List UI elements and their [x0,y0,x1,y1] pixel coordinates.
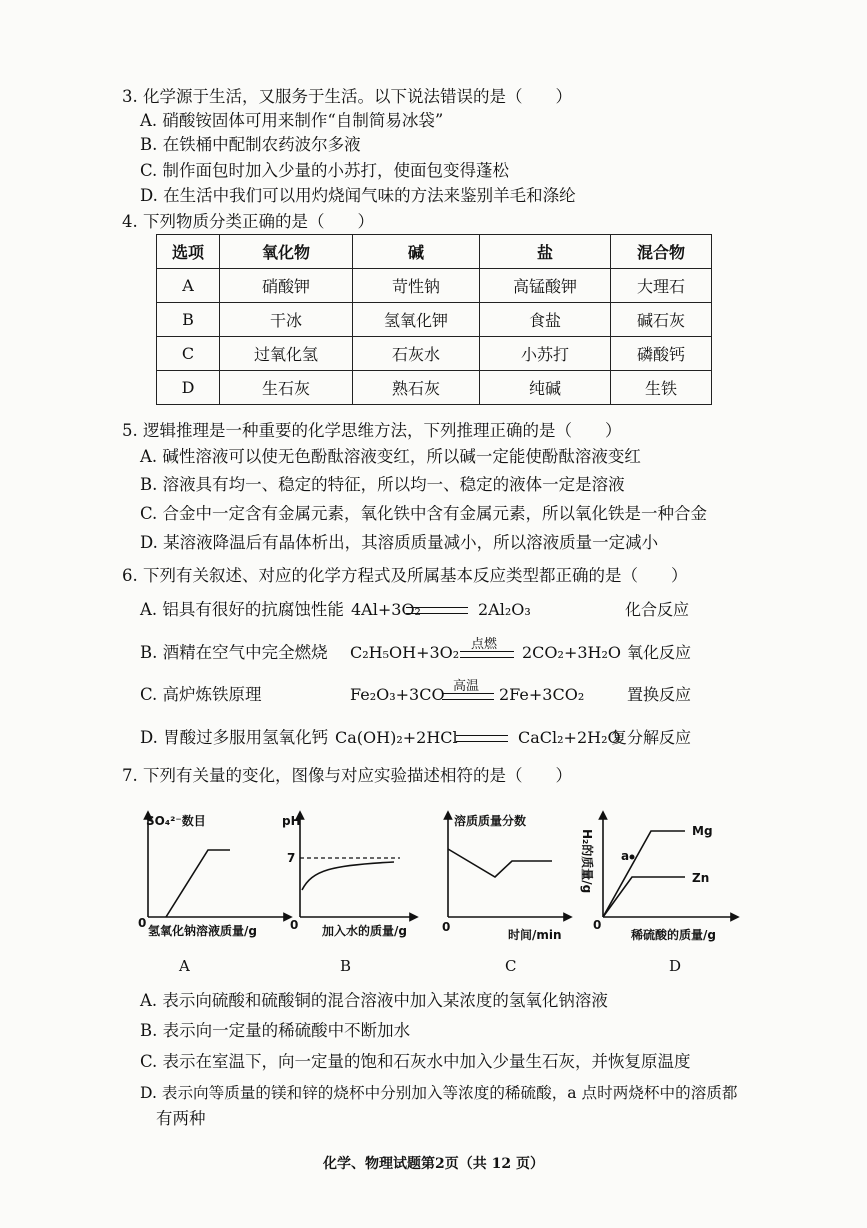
classification-table [156,234,712,405]
table-row [157,269,712,303]
table-header-row [157,235,712,269]
q6-a-type: 化合反应 [625,600,690,619]
table-cell: B [157,303,220,337]
table-cell: 小苏打 [480,337,611,371]
table-cell: 生铁 [611,371,712,405]
q6-d-equals [456,735,508,742]
q5-option-b: B. 溶液具有均一、稳定的特征，所以均一、稳定的液体一定是溶液 [140,475,625,494]
table-cell: 氢氧化钾 [353,303,480,337]
q5-option-a: A. 碱性溶液可以使无色酚酞溶液变红，所以碱一定能使酚酞溶液变红 [140,447,641,466]
table-cell: 熟石灰 [353,371,480,405]
table-cell: 干冰 [220,303,353,337]
q6-d-lhs: Ca(OH)₂+2HCl [335,728,458,747]
q3-option-a: A. 硝酸铵固体可用来制作“自制简易冰袋” [140,111,444,130]
q6-a-rhs: 2Al₂O₃ [478,600,531,619]
point-a-marker [630,855,635,860]
table-cell: 磷酸钙 [611,337,712,371]
table-cell: 碱石灰 [611,303,712,337]
q6-option-d-desc: D. 胃酸过多服用氢氧化钙 [140,728,329,747]
table-cell: 石灰水 [353,337,480,371]
table-cell: 生石灰 [220,371,353,405]
q6-d-rhs: CaCl₂+2H₂O [518,728,621,747]
table-row [157,303,712,337]
graph-a-letter: A [179,957,190,975]
q5-option-c: C. 合金中一定含有金属元素，氧化铁中含有金属元素，所以氧化铁是一种合金 [140,504,708,523]
q6-option-b-desc: B. 酒精在空气中完全燃烧 [140,643,328,662]
table-cell: 过氧化氢 [220,337,353,371]
graph-d-origin: 0 [593,918,602,932]
table-header-cell: 碱 [353,235,480,269]
curve-c [448,849,552,877]
q5-stem: 5. 逻辑推理是一种重要的化学思维方法，下列推理正确的是（ ） [122,421,622,440]
graph-b-xlabel: 加入水的质量/g [322,924,407,938]
curve-zn [603,877,685,917]
q3-stem: 3. 化学源于生活，又服务于生活。以下说法错误的是（ ） [122,87,572,106]
table-cell: 纯碱 [480,371,611,405]
graph-c [440,805,575,945]
q6-option-a-desc: A. 铝具有很好的抗腐蚀性能 [140,600,344,619]
q7-stem: 7. 下列有关量的变化，图像与对应实验描述相符的是（ ） [122,766,572,785]
graph-c-ylabel: 溶质质量分数 [454,814,527,828]
graph-a-origin: 0 [138,916,147,930]
q4-stem: 4. 下列物质分类正确的是（ ） [122,212,374,231]
curve-b [302,862,394,890]
table-cell: 高锰酸钾 [480,269,611,303]
graph-b-letter: B [340,957,352,975]
q7-option-d-cont: 有两种 [156,1109,206,1128]
q6-a-lhs: 4Al+3O₂ [351,600,421,619]
graph-d-series-mg: Mg [692,824,713,838]
graph-c-letter: C [505,957,517,975]
q6-c-type: 置换反应 [627,685,692,704]
table-row [157,371,712,405]
graph-a-ylabel: SO₄²⁻数目 [146,814,206,828]
q3-option-c: C. 制作面包时加入少量的小苏打，使面包变得蓬松 [140,161,510,180]
q7-option-a: A. 表示向硫酸和硫酸铜的混合溶液中加入某浓度的氢氧化钠溶液 [140,991,608,1010]
q6-stem: 6. 下列有关叙述、对应的化学方程式及所属基本反应类型都正确的是（ ） [122,566,688,585]
q6-option-c-desc: C. 高炉炼铁原理 [140,685,262,704]
graph-d-point-a: a [621,849,630,863]
q6-b-rhs: 2CO₂+3H₂O [522,643,622,662]
q6-a-equals [406,607,468,614]
page-footer: 化学、物理试题第2页（共 12 页） [323,1156,544,1172]
table-header-cell: 氧化物 [220,235,353,269]
q7-option-d: D. 表示向等质量的镁和锌的烧杯中分别加入等浓度的稀硫酸，a 点时两烧杯中的溶质都 [140,1084,738,1102]
q6-b-lhs: C₂H₅OH+3O₂ [350,643,460,662]
graph-a-xlabel: 氢氧化钠溶液质量/g [148,924,257,938]
table-cell: C [157,337,220,371]
q3-option-d: D. 在生活中我们可以用灼烧闻气味的方法来鉴别羊毛和涤纶 [140,186,576,205]
q7-option-b: B. 表示向一定量的稀硫酸中不断加水 [140,1021,411,1040]
graph-c-origin: 0 [442,920,451,934]
q6-c-equals [442,693,494,700]
table-header-cell: 盐 [480,235,611,269]
table-cell: 食盐 [480,303,611,337]
graph-c-xlabel: 时间/min [508,928,562,942]
q6-d-type: 复分解反应 [611,728,692,747]
graph-b [282,805,422,945]
q6-b-condition: 点燃 [471,637,498,652]
q6-b-type: 氧化反应 [627,643,692,662]
curve-mg [603,831,685,917]
graph-d-series-zn: Zn [692,871,710,885]
table-cell: A [157,269,220,303]
q7-option-c: C. 表示在室温下，向一定量的饱和石灰水中加入少量生石灰，并恢复原温度 [140,1052,691,1071]
table-cell: 苛性钠 [353,269,480,303]
q6-c-condition: 高温 [453,679,480,694]
q6-c-lhs: Fe₂O₃+3CO [350,685,445,704]
table-header-cell: 混合物 [611,235,712,269]
q6-b-equals [460,651,514,658]
table-cell: 大理石 [611,269,712,303]
graph-b-tick-7: 7 [287,851,296,865]
table-row [157,337,712,371]
graph-d-ylabel: H₂的质量/g [580,829,594,894]
table-cell: 硝酸钾 [220,269,353,303]
graph-b-origin: 0 [290,918,299,932]
q3-option-b: B. 在铁桶中配制农药波尔多液 [140,135,361,154]
graph-d [575,805,750,945]
q5-option-d: D. 某溶液降温后有晶体析出，其溶质质量减小，所以溶液质量一定减小 [140,533,659,552]
table-header-cell: 选项 [157,235,220,269]
graph-b-ylabel: pH [282,814,301,828]
graph-d-xlabel: 稀硫酸的质量/g [631,928,716,942]
curve-a [166,850,230,917]
q6-c-rhs: 2Fe+3CO₂ [499,685,585,704]
graph-d-letter: D [669,957,682,975]
table-cell: D [157,371,220,405]
graph-a [128,805,298,945]
